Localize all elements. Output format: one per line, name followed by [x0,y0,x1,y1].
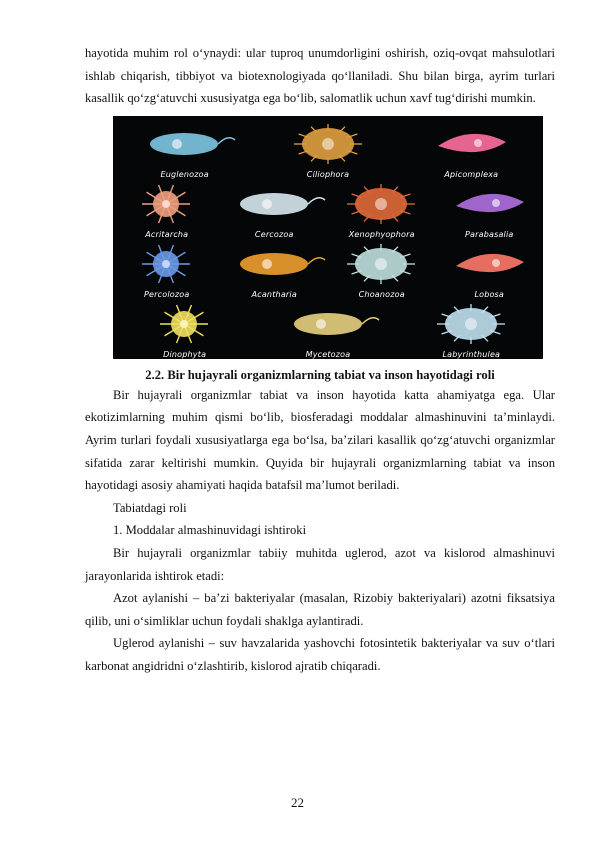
protist-label: Mycetozoa [305,349,351,359]
organism-illustration [275,300,382,350]
protist-cercozoa [221,180,328,240]
protist-acantharia [221,240,328,300]
paragraph-3: Azot aylanishi – ba’zi bakteriyalar (masalan, Rizobiy bakteriyalari) azotni fiksatsiya qilib, uni o‘simliklar uchun foydali shaklga aylantiradi. [85,591,555,628]
protist-figure [113,116,543,359]
protist-label: Apicomplexa [444,169,499,179]
protist-apicomplexa [418,120,525,180]
organism-illustration [113,240,220,290]
protist-choanozoa [328,240,435,300]
organism-illustration [418,300,525,350]
protist-parabasalia [436,180,543,240]
organism-illustration [131,120,238,170]
paragraph-1: Bir hujayrali organizmlar tabiat va inson hayotida katta ahamiyatga ega. Ular ekotizimlarning muhim qismi bo‘lib, biosferadagi moddalar almashinuvini ta’minlaydi. Ayrim turlari foydali xususiyatlarga ega bo‘lsa, ba’zilari kasallik qo‘zg‘atuvchi organizmlar sifatida zarar keltirishi mumkin. Quyida bir hujayrali organizmlarning tabiat va inson hayotidagi asosiy ahamiyati haqida batafsil ma’lumot beriladi. [85,387,555,493]
protist-label: Parabasalia [464,229,514,239]
organism-illustration [221,240,328,290]
protist-acritarcha [113,180,220,240]
protist-euglenozoa [131,120,238,180]
paragraph-4: Uglerod aylanishi – suv havzalarida yashovchi fotosintetik bakteriyalar va suv o‘tlari karbonat angidridni o‘zlashtirib, kislorod ajratib chiqaradi. [85,636,555,673]
protist-mycetozoa [275,300,382,359]
organism-illustration [418,120,525,170]
section-caption: 2.2. Bir hujayrali organizmlarning tabiat va inson hayotidagi roli [145,367,495,382]
protist-labyrinthulea [418,300,525,359]
protist-dinophyta [131,300,238,359]
organism-illustration [131,300,238,350]
protist-xenophyophora [328,180,435,240]
organism-illustration [436,240,543,290]
protist-lobosa [436,240,543,300]
heading-nature: Tabiatdagi roli [113,500,187,515]
protist-percolozoa [113,240,220,300]
protist-label: Cercozoa [254,229,294,239]
protist-ciliophora [275,120,382,180]
protist-label: Xenophyophora [348,229,415,239]
protist-label: Choanozoa [358,289,405,299]
organism-illustration [328,180,435,230]
page-number: 22 [291,795,304,810]
protist-label: Percolozoa [144,289,190,299]
protist-label: Labyrinthulea [442,349,501,359]
protist-label: Dinophyta [163,349,207,359]
organism-illustration [221,180,328,230]
protist-label: Acantharia [251,289,297,299]
protist-label: Euglenozoa [160,169,209,179]
organism-illustration [275,120,382,170]
heading-exchange: 1. Moddalar almashinuvidagi ishtiroki [113,523,307,538]
intro-paragraph: hayotida muhim rol o‘ynaydi: ular tuproq unumdorligini oshirish, oziq-ovqat mahsulotlari ishlab chiqarish, tibbiyot va biotexnologiyada qo‘llaniladi. Shu bilan birga, ayrim turlari kasallik qo‘zg‘atuvchi xususiyatga ega bo‘lib, salomatlik uchun xavf tug‘dirishi mumkin. [85,46,555,106]
organism-illustration [113,180,220,230]
document-page [85,42,555,678]
paragraph-2: Bir hujayrali organizmlar tabiiy muhitda uglerod, azot va kislorod almashinuvi jarayonlarida ishtirok etadi: [85,545,555,583]
protist-label: Ciliophora [306,169,350,179]
organism-illustration [328,240,435,290]
protist-label: Acritarcha [145,229,189,239]
organism-illustration [436,180,543,230]
protist-label: Lobosa [474,289,505,299]
